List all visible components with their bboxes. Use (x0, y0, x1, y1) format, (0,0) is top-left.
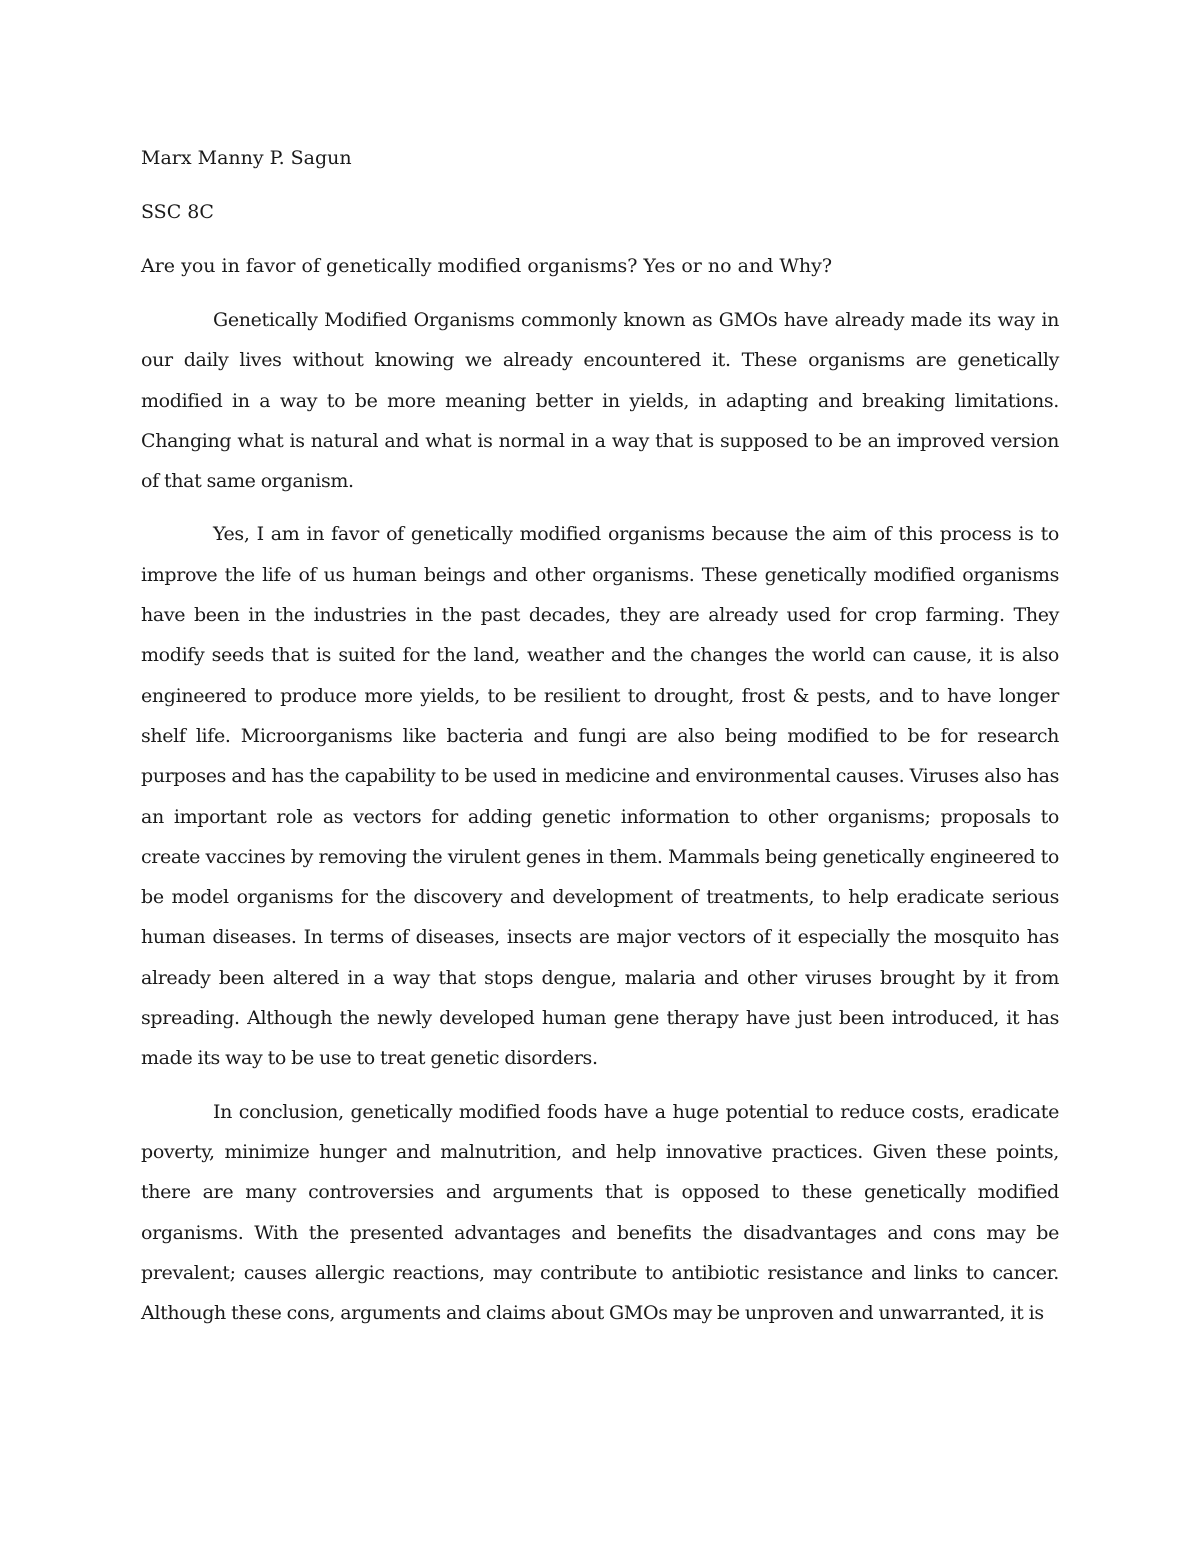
course-code: SSC 8C (141, 201, 214, 223)
author-name: Marx Manny P. Sagun (141, 147, 352, 169)
paragraph-position: Yes, I am in favor of genetically modified organisms because the aim of this process is to improve the life of us human beings and other organisms. These genetically modified organisms have been in the industries in the past decades, they are already used for crop farming. They modify seeds that is suited for the land, weather and the changes the world can cause, it is also engineered to produce more yields, to be resilient to drought, frost & pests, and to have longer shelf life. Microorganisms like bacteria and fungi are also being modified to be for research purposes and has the capability to be used in medicine and environmental causes. Viruses also has an important role as vectors for adding genetic information to other organisms; proposals to create vaccines by removing the virulent genes in them. Mammals being genetically engineered to be model organisms for the discovery and development of treatments, to help eradicate serious human diseases. In terms of diseases, insects are major vectors of it especially the mosquito has already been altered in a way that stops dengue, malaria and other viruses brought by it from spreading. Although the newly developed human gene therapy have just been introduced, it has made its way to be use to treat genetic disorders. (141, 523, 1059, 1070)
essay-question: Are you in favor of genetically modified organisms? Yes or no and Why? (141, 255, 833, 277)
document-body (141, 138, 1059, 1333)
paragraph-conclusion: In conclusion, genetically modified foods have a huge potential to reduce costs, eradicate poverty, minimize hunger and malnutrition, and help innovative practices. Given these points, there are many controversies and arguments that is opposed to these genetically modified organisms. With the presented advantages and benefits the disadvantages and cons may be prevalent; causes allergic reactions, may contribute to antibiotic resistance and links to cancer. Although these cons, arguments and claims about GMOs may be unproven and unwarranted, it is (141, 1100, 1059, 1325)
paragraph-introduction: Genetically Modified Organisms commonly known as GMOs have already made its way in our daily lives without knowing we already encountered it. These organisms are genetically modified in a way to be more meaning better in yields, in adapting and breaking limitations. Changing what is natural and what is normal in a way that is supposed to be an improved version of that same organism. (141, 309, 1059, 493)
